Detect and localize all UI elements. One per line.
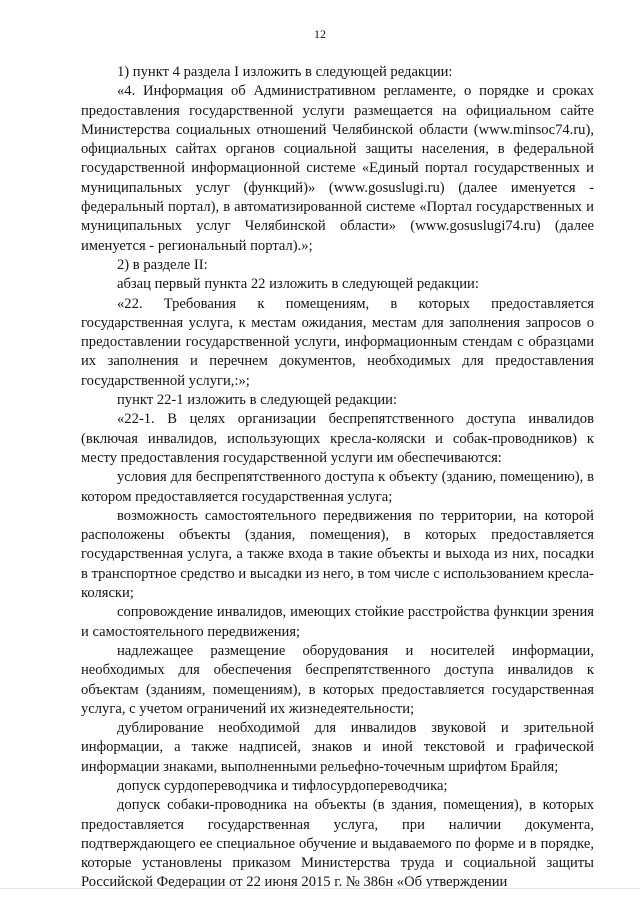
paragraph-access-conditions: условия для беспрепятственного доступа к объекту (зданию, помещению), в котором предоставляется государственная услуга; <box>81 469 594 505</box>
paragraph-clause-22-intro: абзац первый пункта 22 изложить в следующей редакции: <box>117 276 479 293</box>
paragraph-item-1: 1) пункт 4 раздела I изложить в следующей редакции: <box>117 64 453 80</box>
paragraph-equipment-placement: надлежащее размещение оборудования и носителей информации, необходимых для обеспечения беспрепятственного доступа инвалидов к объектам (зданиям, помещениям), в которых предоставляется государственная услуга, с учетом ограничений их жизнедеятельности; <box>81 642 594 717</box>
paragraph-clause-22: «22. Требования к помещениям, в которых предоставляется государственная услуга, к местам ожидания, местам для заполнения запросов о предоставлении государственной услуги, информационным стендам с образцами их заполнения и перечнем документов, необходимых для предоставления государственной услуги,:»; <box>81 295 594 389</box>
paragraph-clause-22-1: «22-1. В целях организации беспрепятственного доступа инвалидов (включая инвалидов, использующих кресла-коляски и собак-проводников) к месту предоставления государственной услуги им обеспечиваются: <box>81 411 594 466</box>
document-body <box>81 63 594 893</box>
paragraph-interpreter-admission: допуск сурдопереводчика и тифлосурдопереводчика; <box>117 777 448 794</box>
paragraph-clause-22-1-intro: пункт 22-1 изложить в следующей редакции: <box>117 392 398 409</box>
paragraph-item-4-info: «4. Информация об Административном регламенте, о порядке и сроках предоставления государственной услуги размещается на официальном сайте Министерства социальных отношений Челябинской области (www.minsoc74.ru), официальных сайтах органов социальной защиты населения, в федеральной государственной информационной системе «Единый портал государственных и муниципальных услуг (функций)» (www.gosuslugi.ru) (далее именуется - федеральный портал), в автоматизированной системе «Портал государственных и муниципальных услуг Челябинской области» (www.gosuslugi74.ru) (далее именуется - региональный портал).»; <box>81 83 594 254</box>
page-bottom-edge <box>0 888 640 889</box>
paragraph-independent-movement: возможность самостоятельного передвижения по территории, на которой расположены объекты (здания, помещения), в которых предоставляется государственная услуга, а также входа в такие объекты и выхода из них, посадки в транспортное средство и высадки из него, в том числе с использованием кресла-коляски; <box>81 507 594 602</box>
paragraph-braille-duplication: дублирование необходимой для инвалидов звуковой и зрительной информации, а также надписей, знаков и иной текстовой и графической информации знаками, выполненными рельефно-точечным шрифтом Брайля; <box>81 720 594 775</box>
paragraph-guide-dog-admission: допуск собаки-проводника на объекты (в здания, помещения), в которых предоставляется государственная услуга, при наличии документа, подтверждающего ее специальное обучение и выдаваемого по форме и в порядке, которые установлены приказом Министерства труда и социальной защиты Российской Федерации от 22 июня 2015 г. № 386н «Об утверждении <box>81 797 594 891</box>
paragraph-section-2: 2) в разделе II: <box>117 256 208 273</box>
page-number: 12 <box>314 27 326 41</box>
paragraph-escort: сопровождение инвалидов, имеющих стойкие расстройства функции зрения и самостоятельного передвижения; <box>81 604 594 640</box>
